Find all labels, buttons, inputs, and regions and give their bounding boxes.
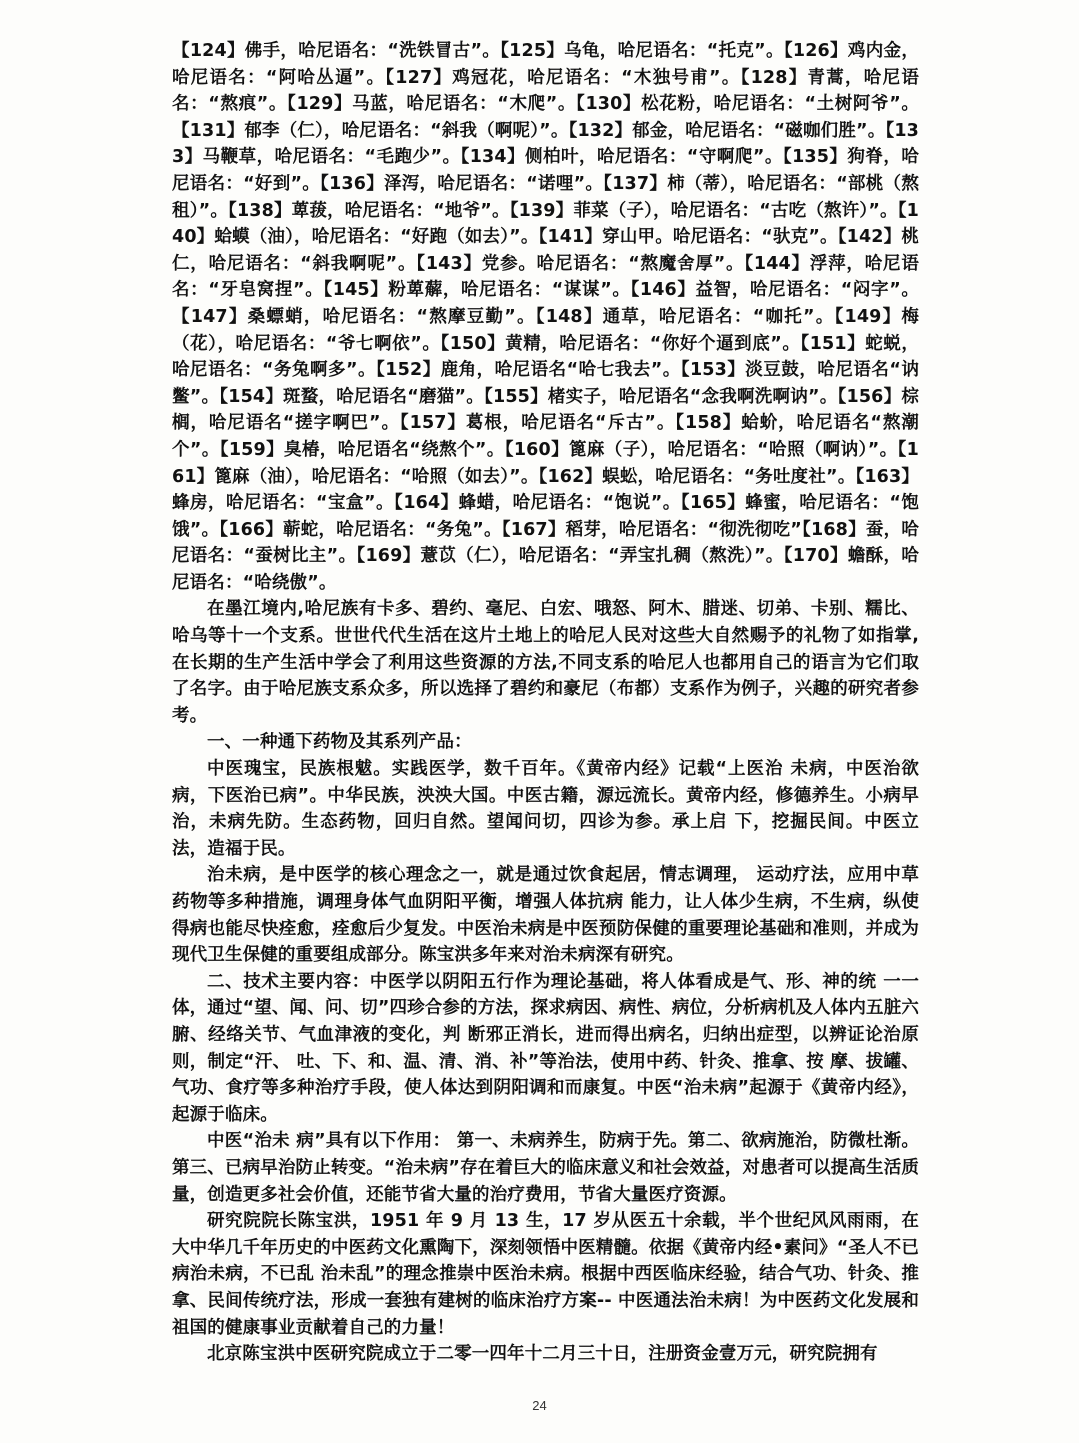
page-number: 24 — [532, 1398, 547, 1413]
hani-branches-paragraph: 在墨江境内,哈尼族有卡多、碧约、毫尼、白宏、哦怒、阿木、腊迷、切弟、卡别、糯比、哈乌等十一个支系。世世代代生活在这片土地上的哈尼人民对这些大自然赐予的礼物了如指掌,在长期的生产生活中学会了利用这些资源的方法,不同支系的哈尼人也都用自己的语言为它们取了名字。由于哈尼族支系众多，所以选择了碧约和豪尼（布都）支系作为例子，兴趣的研究者参考。 — [172, 599, 919, 726]
director-bio-paragraph: 研究院院长陈宝洪，1951 年 9 月 13 生，17 岁从医五十余载，半个世纪风风雨雨，在大中华几千年历史的中医药文化熏陶下，深刻领悟中医精髓。依据《黄帝内经•素问》“圣人不已病治未病，不已乱 治未乱”的理念推崇中医治未病。根据中西医临床经验，结合气功、针灸、推拿、民间传统疗法，形成一套独有建树的临床治疗方案-- 中医通法治未病！为中医药文化发展和祖国的健康事业贡献着自己的力量！ — [172, 1211, 919, 1338]
section-heading-one: 一、一种通下药物及其系列产品： — [207, 732, 472, 753]
tcm-treasure-paragraph: 中医瑰宝，民族根魃。实践医学，数千百年。《黄帝内经》记载“上医治 未病，中医治欲病，下医治已病”。中华民族，泱泱大国。中医古籍，源远流长。黄帝内经，修德养生。小病早治，未病先防。生态药物，回归自然。望闻问切，四诊为参。承上启 下，挖掘民间。中医立法，造福于民。 — [172, 759, 919, 859]
herb-names-paragraph: 【124】佛手，哈尼语名：“洗铁冒古”。【125】乌龟，哈尼语名：“托克”。【126】鸡内金，哈尼语名：“阿哈丛逼”。【127】鸡冠花，哈尼语名：“木独号甫”。【128】青蒿，哈尼语名：“熬痕”。【129】马蓝，哈尼语名：“木爬”。【130】松花粉，哈尼语名：“土树阿爷”。【131】郁李（仁），哈尼语名：“斜我（啊呢）”。【132】郁金，哈尼语名：“磁咖们胜”。【133】马鞭草，哈尼语名：“毛跑少”。【134】侧柏叶，哈尼语名：“守啊爬”。【135】狗脊，哈尼语名：“好到”。【136】泽泻，哈尼语名：“诺哩”。【137】柿（蒂），哈尼语名：“部桃（熬租）”。【138】萆菝，哈尼语名：“地爷”。【139】菲菜（子），哈尼语名：“古吃（熬许）”。【140】蛤蟆（油），哈尼语名：“好跑（如去）”。【141】穿山甲。哈尼语名：“驮克”。【142】桃仁，哈尼语名：“斜我啊呢”。【143】党参。哈尼语名：“熬魔舍厚”。【144】浮萍，哈尼语名：“牙皂窝捏”。【145】粉萆薢，哈尼语名：“谋谋”。【146】益智，哈尼语名：“闷字”。【147】桑螵蛸，哈尼语名：“熬摩豆勤”。【148】通草，哈尼语名：“咖托”。【149】梅（花），哈尼语名：“爷七啊依”。【150】黄精，哈尼语名：“你好个逼到底”。【151】蛇蜕，哈尼语名：“务兔啊多”。【152】鹿角，哈尼语名“哈七我去”。【153】淡豆鼓，哈尼语名“讷鳖”。【154】斑蝥，哈尼语名“磨猫”。【155】楮实子，哈尼语名“念我啊洗啊讷”。【156】棕榈，哈尼语名“搓字啊巴”。【157】葛根，哈尼语名“斥古”。【158】蛤蚧，哈尼语名“熬潮个”。【159】臭椿，哈尼语名“绕熬个”。【160】篦麻（子），哈尼语名：“哈照（啊讷）”。【161】篦麻（油），哈尼语名：“哈照（如去）”。【162】蜈蚣，哈尼语名：“务吐度社”。【163】蜂房，哈尼语名：“宝盒”。【164】蜂蜡，哈尼语名：“饱说”。【165】蜂蜜，哈尼语名：“饱饿”。【166】蕲蛇，哈尼语名：“务兔”。【167】稻芽，哈尼语名：“彻洗彻吃”【168】蚕，哈尼语名：“蚕树比主”。【169】薏苡（仁），哈尼语名：“弄宝扎稠（熬洗）”。【170】蟾酥，哈尼语名：“哈绕傲”。 — [172, 41, 919, 593]
technical-content-paragraph: 二、技术主要内容：中医学以阴阳五行作为理论基础，将人体看成是气、形、神的统 一一体，通过“望、闻、问、切”四珍合参的方法，探求病因、病性、病位，分析病机及人体内五脏六腑、经络关节、气血津液的变化，判 断邪正消长，进而得出病名，归纳出症型，以辨证论治原则，制定“汗、 吐、下、和、温、清、消、补”等治法，使用中药、针灸、推拿、按 摩、拔罐、气功、食疗等多种治疗手段，使人体达到阴阳调和而康复。中医“治未病”起源于《黄帝内经》，起源于临床。 — [172, 971, 919, 1125]
preventive-treatment-paragraph: 治未病，是中医学的核心理念之一，就是通过饮食起居，情志调理， 运动疗法，应用中草药物等多种措施，调理身体气血阴阳平衡，增强人体抗病 能力，让人体少生病，不生病，纵使得病也能尽快痊愈，痊愈后少复发。中医治未病是中医预防保健的重要理论基础和准则，并成为现代卫生保健的重要组成部分。陈宝洪多年来对治未病深有研究。 — [172, 865, 919, 966]
document-body — [172, 38, 919, 1368]
institute-founding-paragraph: 北京陈宝洪中医研究院成立于二零一四年十二月三十日，注册资金壹万元，研究院拥有 — [207, 1344, 878, 1365]
functions-paragraph: 中医“治未 病”具有以下作用： 第一、未病养生，防病于先。第二、欲病施治，防微杜渐。第三、已病早治防止转变。“治未病”存在着巨大的临床意义和社会效益，对患者可以提高生活质量，创造更多社会价值，还能节省大量的治疗费用，节省大量医疗资源。 — [172, 1131, 919, 1205]
